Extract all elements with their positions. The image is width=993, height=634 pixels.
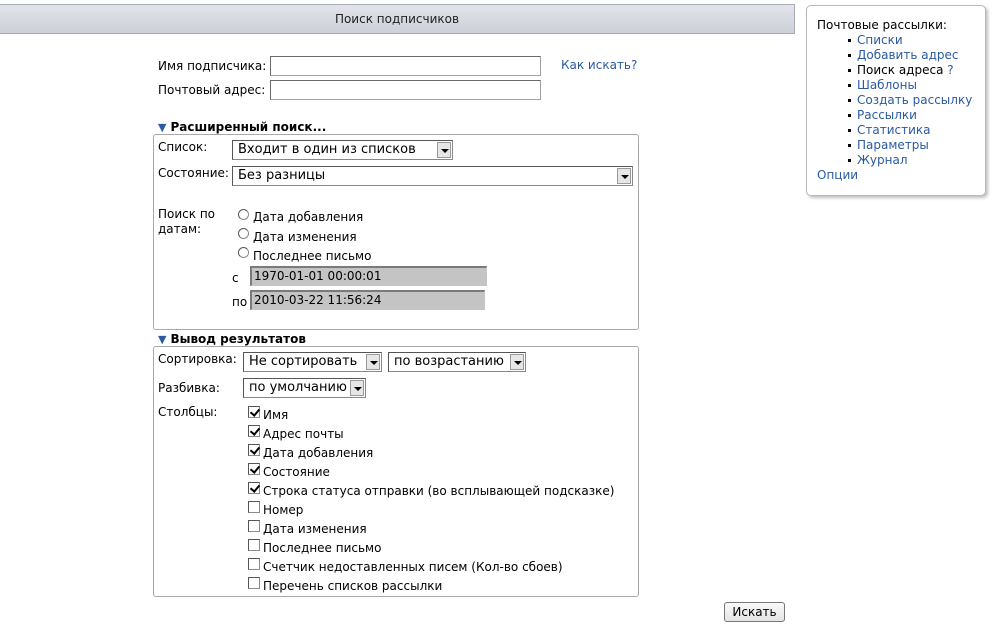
- chevron-down-icon: [617, 168, 631, 184]
- subscriber-name-input[interactable]: [270, 56, 541, 76]
- list-select[interactable]: [232, 140, 453, 160]
- output-section-toggle[interactable]: [158, 332, 306, 347]
- nav-link-templates[interactable]: Шаблоны: [857, 78, 917, 92]
- subscriber-name-label: Имя подписчика:: [158, 59, 267, 73]
- date-to-label: по: [232, 295, 248, 309]
- advanced-search-title: Расширенный поиск...: [170, 120, 327, 134]
- column-number-checkbox[interactable]: [248, 501, 260, 513]
- chevron-down-icon: [366, 354, 380, 370]
- sort-select[interactable]: [243, 352, 382, 372]
- radio-date-modified-label: Дата изменения: [253, 230, 357, 244]
- nav-item-create-mailing[interactable]: [857, 93, 975, 108]
- chevron-down-icon: [437, 142, 451, 158]
- column-date-modified-label: Дата изменения: [263, 522, 367, 536]
- chevron-down-icon: [350, 380, 364, 396]
- column-date-added-label: Дата добавления: [263, 446, 374, 460]
- column-bounce-counter-checkbox[interactable]: [248, 558, 260, 570]
- chevron-down-icon: [510, 354, 524, 370]
- paging-select-value: по умолчанию: [249, 380, 347, 395]
- nav-list: [817, 33, 975, 168]
- state-select[interactable]: [232, 166, 633, 186]
- date-from-input[interactable]: 1970-01-01 00:00:01: [250, 266, 487, 286]
- date-search-label-line1: Поиск по: [158, 207, 216, 221]
- column-date-modified-checkbox[interactable]: [248, 520, 260, 532]
- nav-link-parameters[interactable]: Параметры: [857, 138, 929, 152]
- nav-item-templates[interactable]: [857, 78, 975, 93]
- search-button[interactable]: Искать: [724, 602, 785, 622]
- email-input[interactable]: [270, 80, 541, 100]
- nav-link-mailings[interactable]: Рассылки: [857, 108, 917, 122]
- order-select-value: по возрастанию: [394, 354, 504, 369]
- nav-link-lists[interactable]: Списки: [857, 33, 903, 47]
- column-status-line-checkbox[interactable]: [248, 482, 260, 494]
- column-bounce-counter-label: Счетчик недоставленных писем (Кол-во сбоев): [263, 560, 563, 574]
- order-select[interactable]: [388, 352, 526, 372]
- nav-link-create-mailing[interactable]: Создать рассылку: [857, 93, 973, 107]
- page-title: Поиск подписчиков: [334, 12, 460, 26]
- nav-item-statistics[interactable]: [857, 123, 975, 138]
- column-date-added-checkbox[interactable]: [248, 444, 260, 456]
- column-email-checkbox[interactable]: [248, 425, 260, 437]
- sort-label: Сортировка:: [158, 352, 237, 366]
- columns-label: Столбцы:: [158, 405, 218, 419]
- list-label: Список:: [158, 140, 208, 154]
- date-from-label: с: [232, 271, 239, 285]
- column-status-line-label: Строка статуса отправки (во всплывающей подсказке): [263, 484, 615, 498]
- mailing-nav-panel: [806, 5, 986, 196]
- nav-link-statistics[interactable]: Статистика: [857, 123, 931, 137]
- nav-item-journal[interactable]: [857, 153, 975, 168]
- column-state-label: Состояние: [263, 465, 330, 479]
- nav-item-mailings[interactable]: [857, 108, 975, 123]
- date-search-label-line2: датам:: [158, 222, 202, 236]
- nav-item-add-address[interactable]: [857, 48, 975, 63]
- advanced-search-toggle[interactable]: [158, 120, 326, 135]
- radio-last-letter[interactable]: [238, 247, 249, 258]
- paging-label: Разбивка:: [158, 381, 220, 395]
- nav-item-lists[interactable]: [857, 33, 975, 48]
- column-last-letter-label: Последнее письмо: [263, 541, 382, 555]
- column-mailing-lists-label: Перечень списков рассылки: [263, 579, 443, 593]
- state-label: Состояние:: [158, 166, 229, 180]
- sort-select-value: Не сортировать: [249, 354, 358, 369]
- triangle-down-icon: ▼: [158, 333, 167, 346]
- state-select-value: Без разницы: [238, 168, 326, 183]
- radio-date-added-label: Дата добавления: [253, 210, 364, 224]
- column-email-label: Адрес почты: [263, 427, 344, 441]
- how-to-search-link[interactable]: Как искать?: [561, 58, 638, 72]
- paging-select[interactable]: [243, 378, 366, 398]
- list-select-value: Входит в один из списков: [238, 142, 416, 157]
- column-mailing-lists-checkbox[interactable]: [248, 577, 260, 589]
- output-section-title: Вывод результатов: [170, 332, 306, 346]
- radio-last-letter-label: Последнее письмо: [253, 249, 372, 263]
- nav-link-options[interactable]: Опции: [817, 168, 859, 182]
- column-name-checkbox[interactable]: [248, 406, 260, 418]
- nav-link-add-address[interactable]: Добавить адрес: [857, 48, 959, 62]
- column-name-label: Имя: [263, 408, 289, 422]
- nav-link-journal[interactable]: Журнал: [857, 153, 908, 167]
- date-to-input[interactable]: 2010-03-22 11:56:24: [250, 290, 485, 310]
- column-number-label: Номер: [263, 503, 304, 517]
- nav-item-search-address: [857, 63, 975, 78]
- nav-title: Почтовые рассылки:: [817, 18, 947, 32]
- triangle-down-icon: ▼: [158, 121, 167, 134]
- nav-help-link[interactable]: ?: [947, 63, 954, 77]
- column-last-letter-checkbox[interactable]: [248, 539, 260, 551]
- radio-date-modified[interactable]: [238, 228, 249, 239]
- email-label: Почтовый адрес:: [158, 83, 266, 97]
- nav-current-search-address: Поиск адреса: [857, 63, 944, 77]
- nav-item-parameters[interactable]: [857, 138, 975, 153]
- column-state-checkbox[interactable]: [248, 463, 260, 475]
- radio-date-added[interactable]: [238, 209, 249, 220]
- page-header: [0, 4, 795, 34]
